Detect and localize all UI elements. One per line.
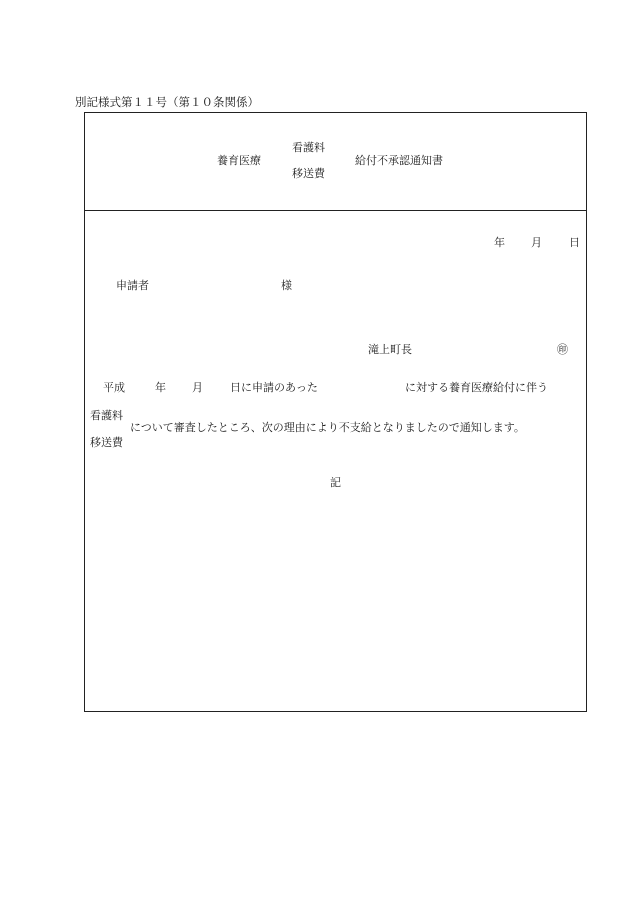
title-option-nursing: 看護料 xyxy=(292,141,325,154)
body-day-text: 日に申請のあった xyxy=(230,381,318,394)
body-subject-text: に対する養育医療給付に伴う xyxy=(405,381,548,394)
body-option-nursing: 看護料 xyxy=(90,409,123,422)
form-number-label: 別記様式第１１号（第１０条関係） xyxy=(75,95,259,109)
note-heading: 記 xyxy=(330,476,341,489)
notice-form xyxy=(84,112,587,712)
date-day: 日 xyxy=(569,236,580,249)
applicant-honorific: 様 xyxy=(281,279,292,292)
body-month: 月 xyxy=(192,381,203,394)
issuer-title: 滝上町長 xyxy=(368,343,412,356)
body-era: 平成 xyxy=(103,381,125,394)
title-suffix: 給付不承認通知書 xyxy=(355,154,443,167)
date-year: 年 xyxy=(494,236,505,249)
applicant-label: 申請者 xyxy=(116,279,149,292)
body-option-transport: 移送費 xyxy=(90,436,123,449)
title-prefix: 養育医療 xyxy=(217,154,261,167)
body-year: 年 xyxy=(155,381,166,394)
title-divider xyxy=(85,210,586,211)
date-month: 月 xyxy=(531,236,542,249)
body-main-text: について審査したところ、次の理由により不支給となりましたので通知します。 xyxy=(130,421,525,434)
title-option-transport: 移送費 xyxy=(292,167,325,180)
seal-mark: ㊞ xyxy=(557,343,568,356)
